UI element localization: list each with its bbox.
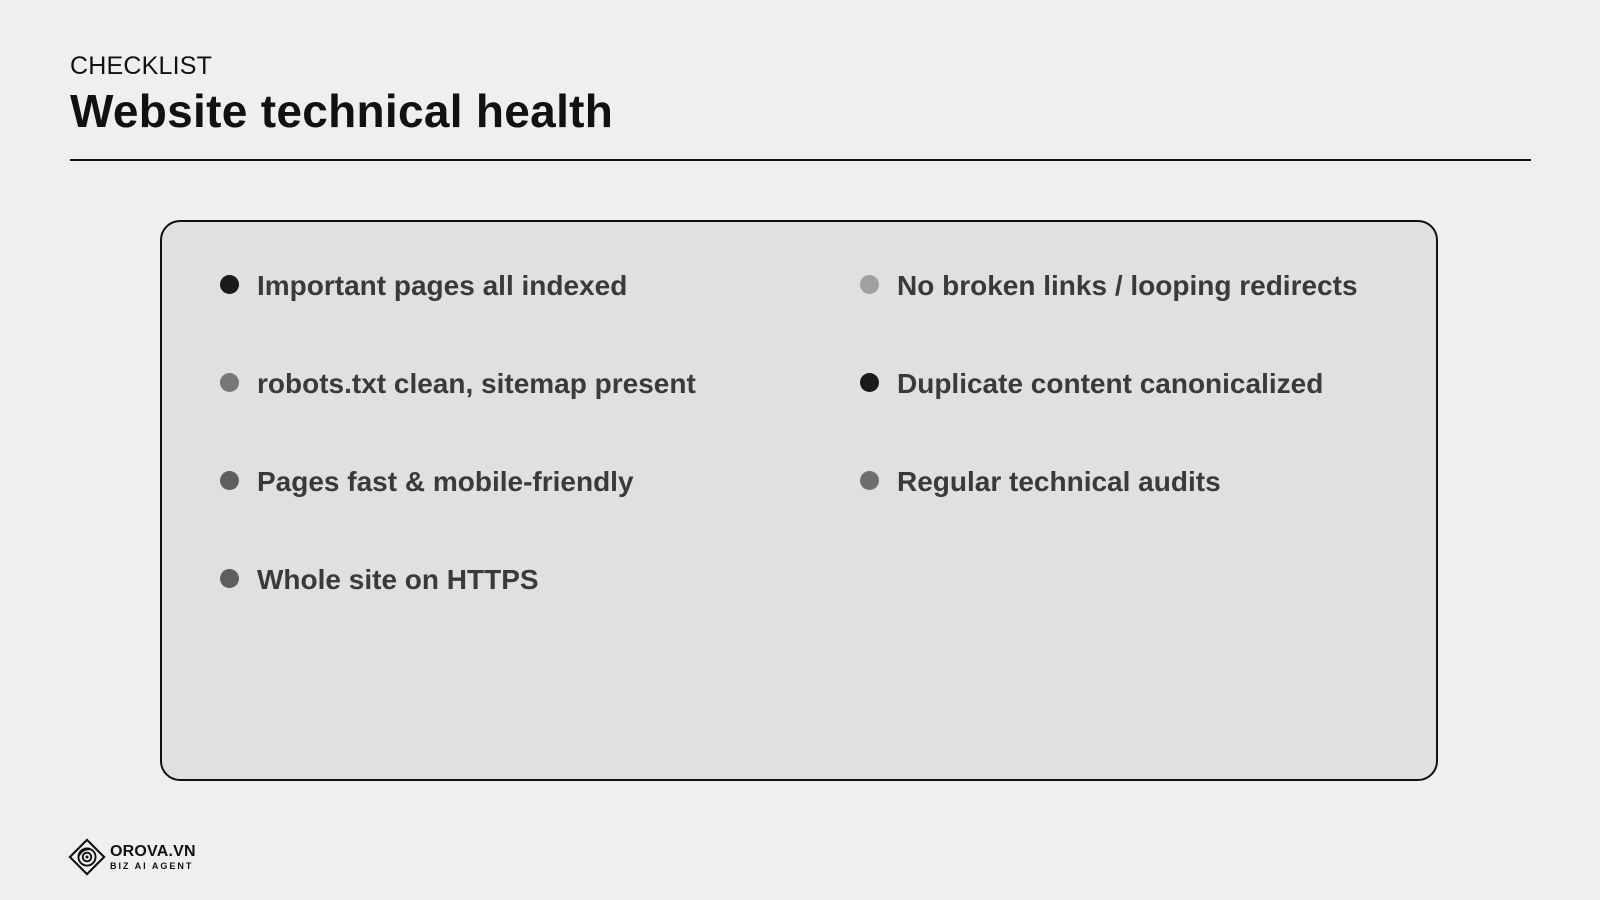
checklist-item-links	[860, 266, 1358, 306]
checklist-item-label: Duplicate content canonicalized	[897, 368, 1324, 399]
checklist-item-robots	[220, 364, 696, 404]
page-title: Website technical health	[70, 85, 614, 137]
checklist-item-label: No broken links / looping redirects	[897, 270, 1358, 301]
checklist-item-speed	[220, 462, 634, 502]
status-dot-icon	[860, 275, 879, 294]
checklist-item-label: Regular technical audits	[897, 466, 1221, 497]
status-dot-icon	[220, 275, 239, 294]
brand-tagline: BIZ AI AGENT	[110, 860, 194, 871]
orova-logo-icon	[68, 838, 106, 876]
eyebrow-label: CHECKLIST	[70, 52, 213, 80]
title-divider	[70, 159, 1531, 161]
checklist-item-audits	[860, 462, 1221, 502]
status-dot-icon	[860, 471, 879, 490]
checklist-item-label: robots.txt clean, sitemap present	[257, 368, 696, 399]
brand-name: OROVA.VN	[110, 842, 196, 860]
status-dot-icon	[220, 373, 239, 392]
status-dot-icon	[220, 569, 239, 588]
checklist-item-label: Pages fast & mobile-friendly	[257, 466, 634, 497]
checklist-item-label: Whole site on HTTPS	[257, 564, 539, 595]
checklist-item-label: Important pages all indexed	[257, 270, 628, 301]
status-dot-icon	[220, 471, 239, 490]
checklist-item-https	[220, 560, 539, 600]
checklist-item-indexed	[220, 266, 627, 306]
status-dot-icon	[860, 373, 879, 392]
checklist-item-canonical	[860, 364, 1323, 404]
brand-logo	[68, 838, 196, 876]
